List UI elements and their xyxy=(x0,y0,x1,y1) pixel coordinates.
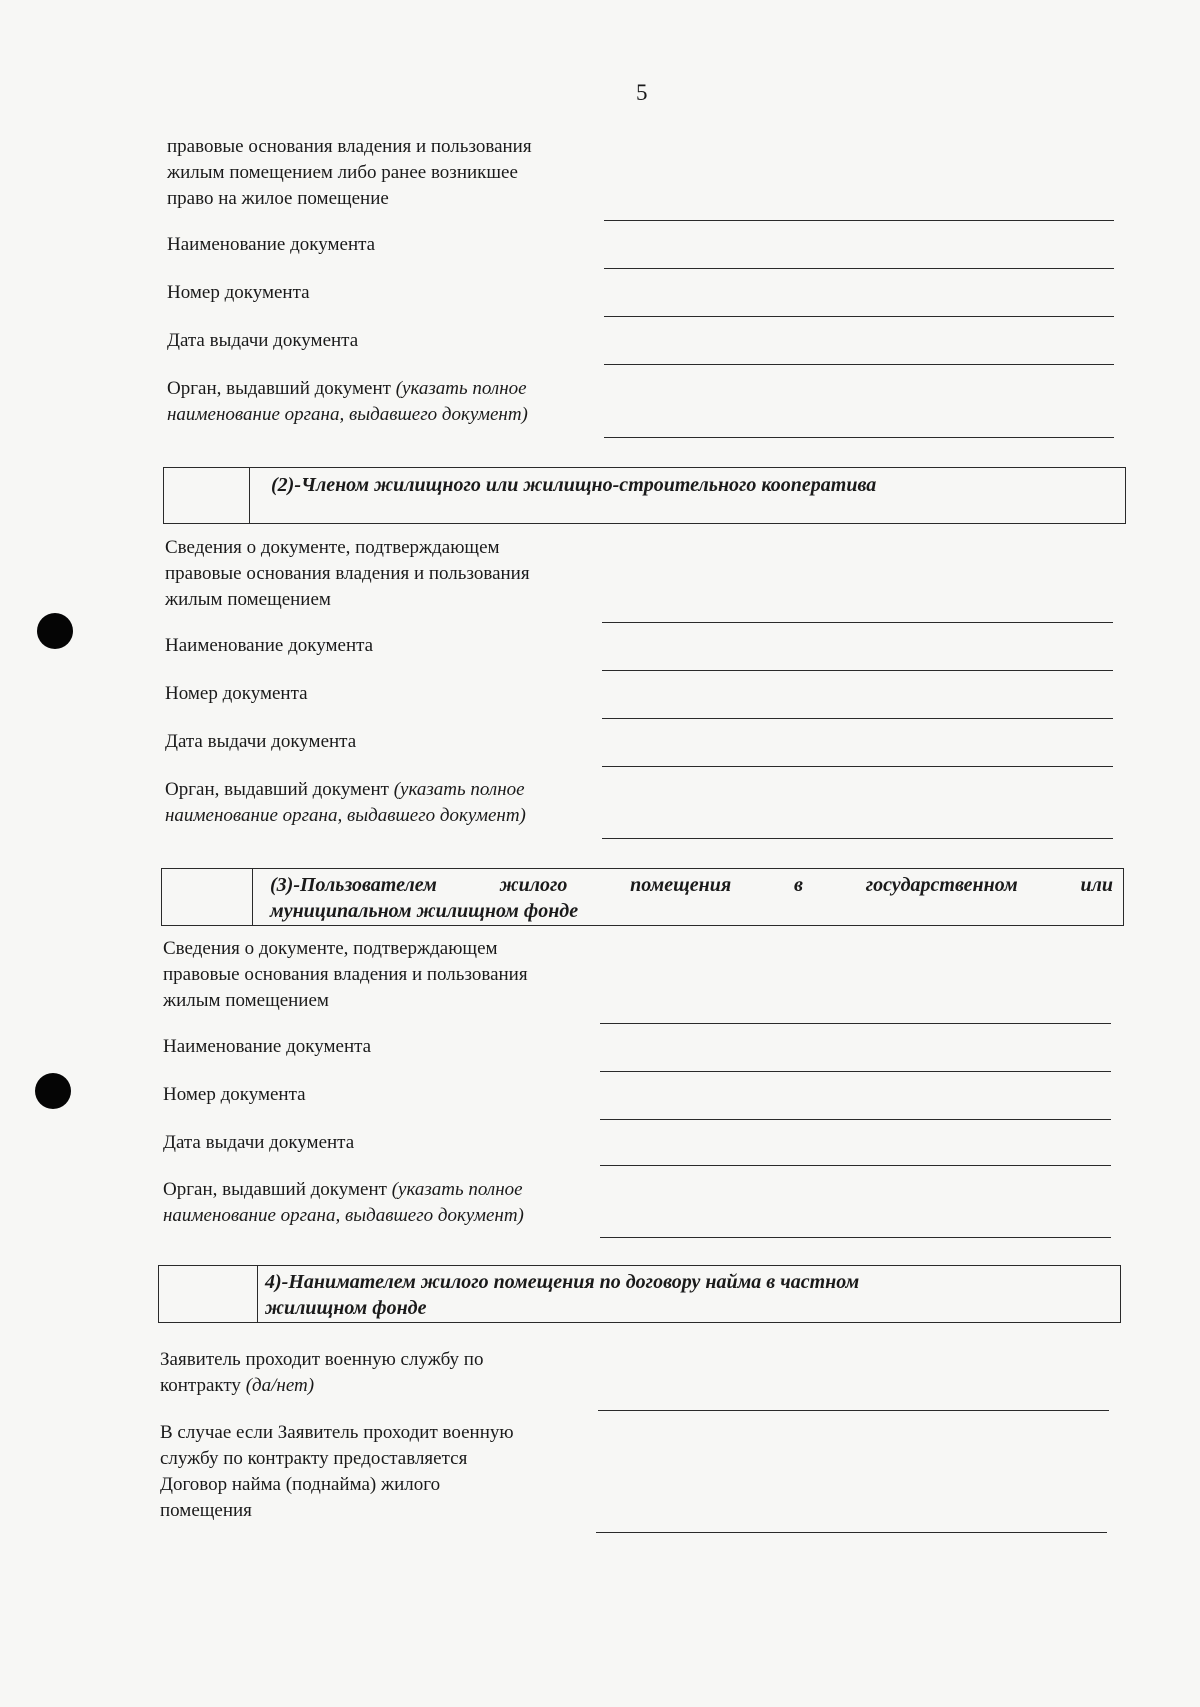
intro-text: правовые основания владения и пользования жилым помещением либо ранее возникшее право на жилое помещение xyxy=(167,136,532,209)
issuer-label: Орган, выдавший документ (указать полное наименование органа, выдавшего документ) xyxy=(167,378,528,425)
contract-label: В случае если Заявитель проходит военную службу по контракту предоставляется Договор найма (поднайма) жилого помещения xyxy=(160,1422,514,1521)
military-service-line[interactable] xyxy=(598,1410,1109,1411)
section2-title: (2)-Членом жилищного или жилищно-строительного кооператива xyxy=(271,474,877,496)
punch-hole xyxy=(35,1073,71,1109)
section3-doc-date-label: Дата выдачи документа xyxy=(163,1132,355,1153)
section3-doc-number-line[interactable] xyxy=(600,1119,1111,1120)
punch-hole xyxy=(37,613,73,649)
section2-doc-date-label: Дата выдачи документа xyxy=(165,731,357,752)
section2-issuer-line[interactable] xyxy=(602,838,1113,839)
section3-checkbox[interactable] xyxy=(162,869,252,925)
section2-intro-line[interactable] xyxy=(602,622,1113,623)
section2-header xyxy=(163,467,1126,524)
section2-checkbox[interactable] xyxy=(164,468,249,523)
issuer-line[interactable] xyxy=(604,437,1114,438)
section3-issuer-line[interactable] xyxy=(600,1237,1111,1238)
section4-header xyxy=(158,1265,1121,1323)
section3-doc-number-label: Номер документа xyxy=(163,1084,306,1105)
section4-checkbox[interactable] xyxy=(159,1266,257,1322)
section3-doc-name-label: Наименование документа xyxy=(163,1036,372,1057)
section2-doc-name-label: Наименование документа xyxy=(165,635,374,656)
section2-doc-number-line[interactable] xyxy=(602,718,1113,719)
intro-answer-line[interactable] xyxy=(604,220,1114,221)
doc-name-line[interactable] xyxy=(604,268,1114,269)
section2-doc-name-line[interactable] xyxy=(602,670,1113,671)
doc-name-label: Наименование документа xyxy=(167,234,376,255)
section2-intro: Сведения о документе, подтверждающем правовые основания владения и пользования жилым помещением xyxy=(165,537,530,610)
section3-header xyxy=(161,868,1124,926)
section2-issuer-label: Орган, выдавший документ (указать полное наименование органа, выдавшего документ) xyxy=(165,779,526,826)
section3-title-line1: (3)-Пользователем жилого помещения в государственном или xyxy=(270,874,1113,896)
doc-date-line[interactable] xyxy=(604,364,1114,365)
section3-intro-line[interactable] xyxy=(600,1023,1111,1024)
doc-number-label: Номер документа xyxy=(167,282,310,303)
section3-doc-name-line[interactable] xyxy=(600,1071,1111,1072)
page-number: 5 xyxy=(636,80,648,105)
doc-number-line[interactable] xyxy=(604,316,1114,317)
section2-doc-number-label: Номер документа xyxy=(165,683,308,704)
military-service-label: Заявитель проходит военную службу по контракту (да/нет) xyxy=(160,1349,484,1396)
section4-title-line1: 4)-Нанимателем жилого помещения по договору найма в частном xyxy=(265,1271,860,1293)
contract-line[interactable] xyxy=(596,1532,1107,1533)
section3-title-line2: муниципальном жилищном фонде xyxy=(270,900,579,922)
section3-issuer-label: Орган, выдавший документ (указать полное наименование органа, выдавшего документ) xyxy=(163,1179,524,1226)
doc-date-label: Дата выдачи документа xyxy=(167,330,359,351)
section2-doc-date-line[interactable] xyxy=(602,766,1113,767)
section3-doc-date-line[interactable] xyxy=(600,1165,1111,1166)
section3-intro: Сведения о документе, подтверждающем правовые основания владения и пользования жилым помещением xyxy=(163,938,528,1011)
section4-title-line2: жилищном фонде xyxy=(265,1297,427,1319)
